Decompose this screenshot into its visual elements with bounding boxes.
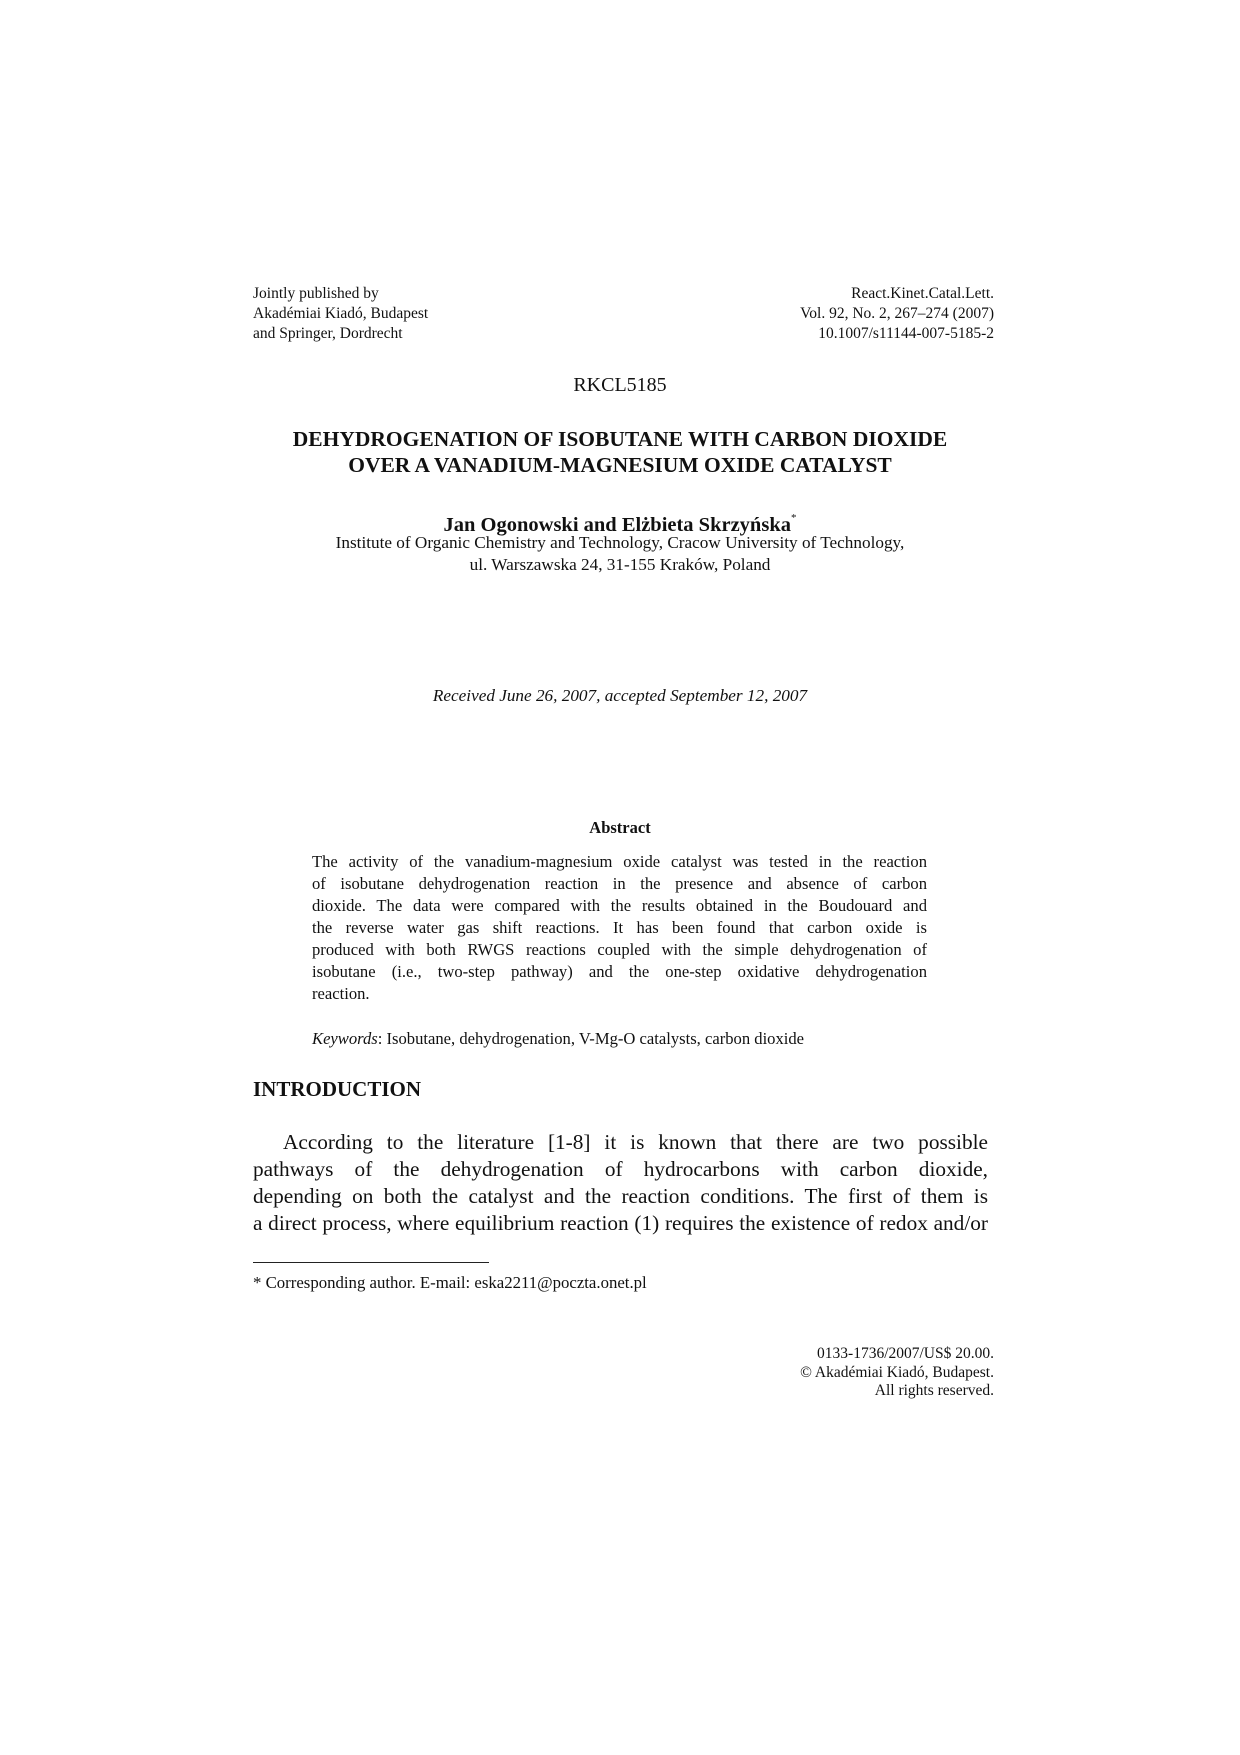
received-dates: Received June 26, 2007, accepted September 12, 2007 xyxy=(432,686,808,705)
title-line: OVER A VANADIUM-MAGNESIUM OXIDE CATALYST xyxy=(348,453,892,477)
intro-line: According to the literature [1-8] it is known that there are two possible xyxy=(283,1130,988,1154)
abstract-line: dioxide. The data were compared with the results obtained in the Boudouard and xyxy=(312,896,927,915)
title-line: DEHYDROGENATION OF ISOBUTANE WITH CARBON DIOXIDE xyxy=(292,427,948,451)
introduction-body xyxy=(253,1129,988,1237)
publisher-line: and Springer, Dordrecht xyxy=(253,325,403,342)
journal-volume: Vol. 92, No. 2, 267–274 (2007) xyxy=(800,305,994,322)
affiliation xyxy=(0,532,1240,576)
abstract-body xyxy=(312,851,927,1005)
issn-price: 0133-1736/2007/US$ 20.00. xyxy=(817,1345,994,1362)
corresponding-mark: * xyxy=(790,512,797,524)
footnote: * Corresponding author. E-mail: eska2211@poczta.onet.pl xyxy=(253,1273,647,1292)
publisher-line: Akadémiai Kiadó, Budapest xyxy=(253,305,429,322)
intro-line: pathways of the dehydrogenation of hydrocarbons with carbon dioxide, xyxy=(253,1157,988,1181)
abstract-line: produced with both RWGS reactions coupled with the simple dehydrogenation of xyxy=(312,940,927,959)
footnote-divider xyxy=(253,1262,489,1263)
keywords xyxy=(312,1028,804,1050)
abstract-line: reaction. xyxy=(312,984,370,1003)
abstract-heading: Abstract xyxy=(589,818,651,837)
affiliation-line: ul. Warszawska 24, 31-155 Kraków, Poland xyxy=(469,555,771,574)
journal-info xyxy=(800,284,994,344)
abstract-line: the reverse water gas shift reactions. It has been found that carbon oxide is xyxy=(312,918,927,937)
affiliation-line: Institute of Organic Chemistry and Technology, Cracow University of Technology, xyxy=(335,533,905,552)
intro-line: a direct process, where equilibrium reaction (1) requires the existence of redox and/or xyxy=(253,1211,988,1235)
copyright-holder: © Akadémiai Kiadó, Budapest. xyxy=(800,1363,994,1381)
introduction-heading: INTRODUCTION xyxy=(253,1077,422,1101)
doi: 10.1007/s11144-007-5185-2 xyxy=(818,325,994,342)
intro-line: depending on both the catalyst and the reaction conditions. The first of them is xyxy=(253,1184,988,1208)
publisher-info xyxy=(253,284,428,344)
copyright-block xyxy=(800,1345,994,1401)
keywords-list: : Isobutane, dehydrogenation, V-Mg-O catalysts, carbon dioxide xyxy=(377,1029,805,1048)
abstract-line: The activity of the vanadium-magnesium oxide catalyst was tested in the reaction xyxy=(312,852,927,871)
article-code: RKCL5185 xyxy=(573,374,667,396)
abstract-line: of isobutane dehydrogenation reaction in the presence and absence of carbon xyxy=(312,874,927,893)
rights-statement: All rights reserved. xyxy=(874,1382,994,1399)
journal-name: React.Kinet.Catal.Lett. xyxy=(851,285,994,302)
abstract-line: isobutane (i.e., two-step pathway) and the one-step oxidative dehydrogenation xyxy=(312,962,927,981)
keywords-label: Keywords xyxy=(312,1029,378,1048)
article-title xyxy=(0,426,1240,478)
publisher-line: Jointly published by xyxy=(253,285,379,302)
author-names: Jan Ogonowski and Elżbieta Skrzyńska xyxy=(443,514,791,536)
